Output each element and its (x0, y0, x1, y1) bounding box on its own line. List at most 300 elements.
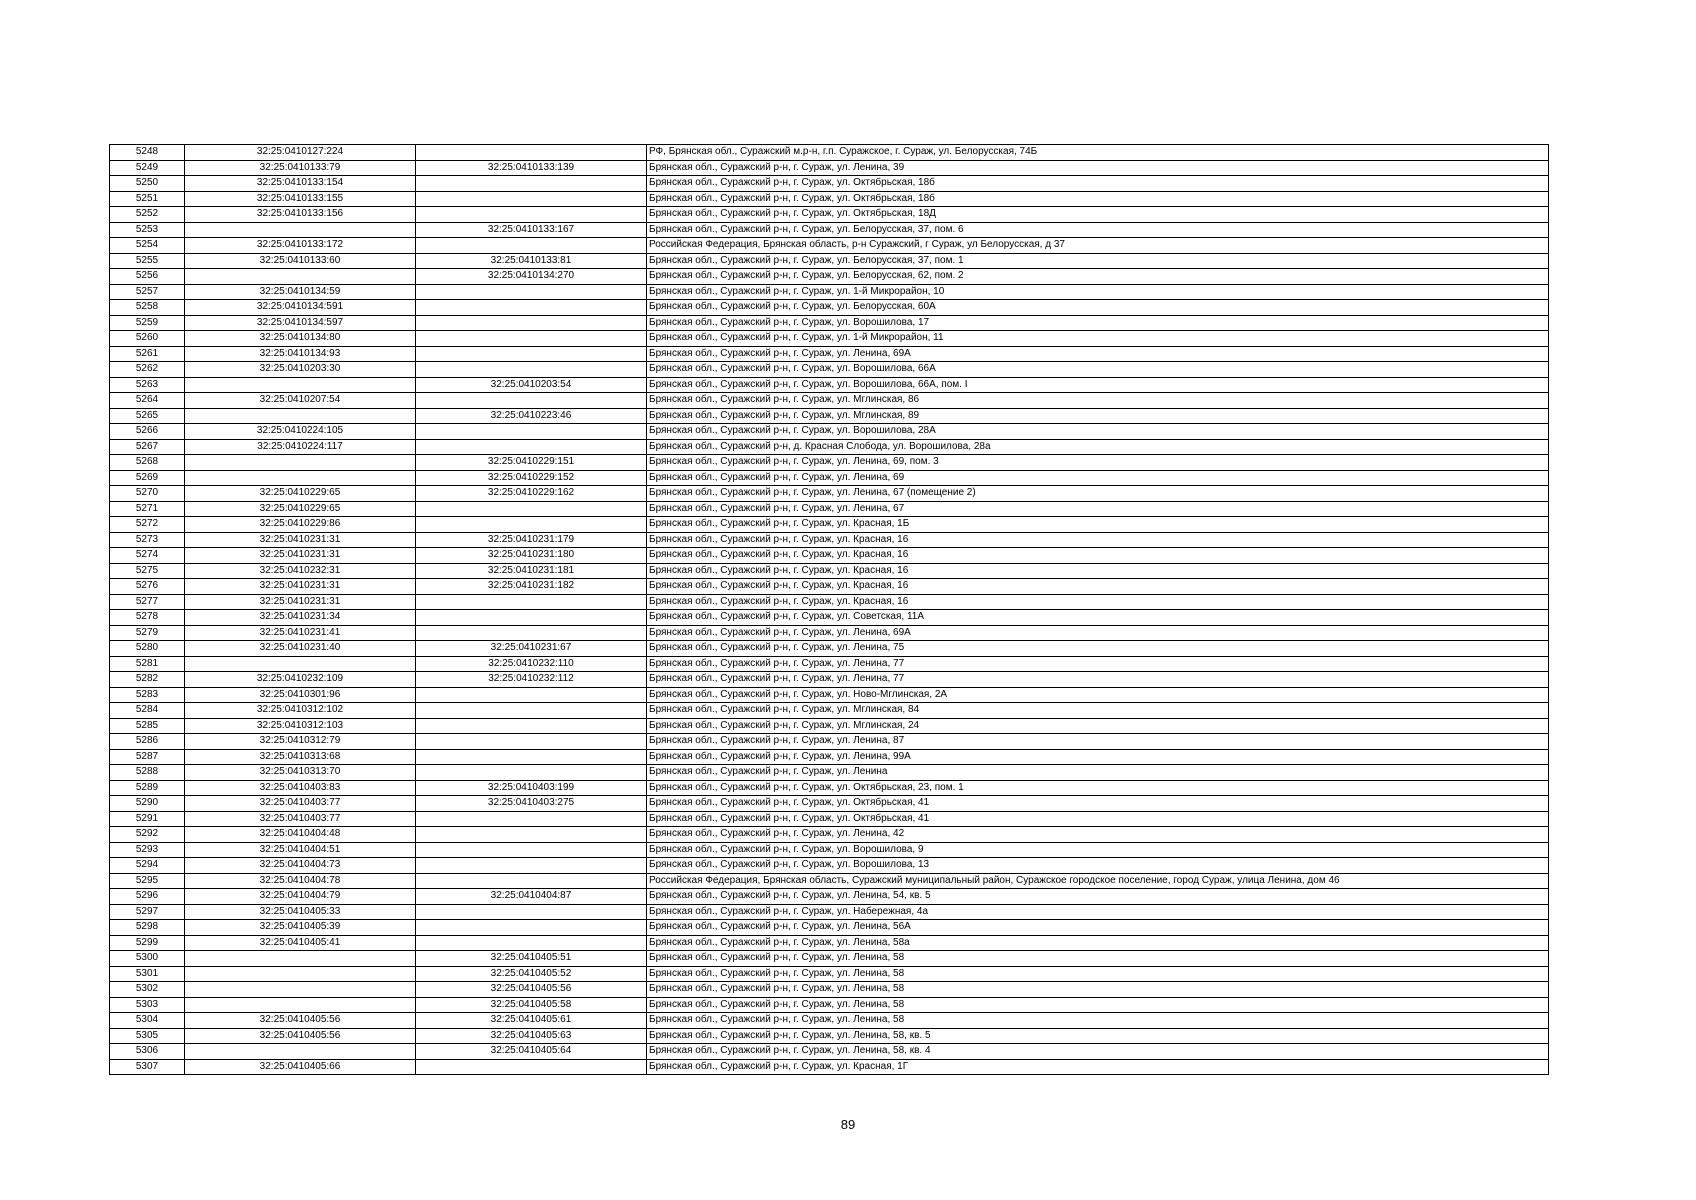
table-row (110, 486, 1549, 502)
land-cadastral-number-cell: 32:25:0410403:83 (185, 780, 416, 796)
table-row (110, 160, 1549, 176)
building-cadastral-number-cell: 32:25:0410203:54 (416, 377, 647, 393)
address-cell: Брянская обл., Суражский р-н, г. Сураж, ул. Ленина, 69 (647, 470, 1549, 486)
row-number-cell: 5292 (110, 827, 185, 843)
address-cell: Брянская обл., Суражский р-н, г. Сураж, ул. Белорусская, 62, пом. 2 (647, 269, 1549, 285)
land-cadastral-number-cell: 32:25:0410133:172 (185, 238, 416, 254)
land-cadastral-number-cell: 32:25:0410405:41 (185, 935, 416, 951)
land-cadastral-number-cell (185, 951, 416, 967)
row-number-cell: 5285 (110, 718, 185, 734)
page-number: 89 (840, 1117, 856, 1132)
row-number-cell: 5272 (110, 517, 185, 533)
building-cadastral-number-cell: 32:25:0410405:52 (416, 966, 647, 982)
address-cell: Брянская обл., Суражский р-н, г. Сураж, ул. Ленина, 75 (647, 641, 1549, 657)
table-row (110, 873, 1549, 889)
land-cadastral-number-cell: 32:25:0410133:155 (185, 191, 416, 207)
table-row (110, 300, 1549, 316)
address-cell: Брянская обл., Суражский р-н, г. Сураж, ул. Красная, 16 (647, 563, 1549, 579)
land-cadastral-number-cell (185, 656, 416, 672)
address-cell: Брянская обл., Суражский р-н, г. Сураж, ул. Октябрьская, 41 (647, 796, 1549, 812)
table-row (110, 672, 1549, 688)
table-row (110, 811, 1549, 827)
building-cadastral-number-cell: 32:25:0410229:162 (416, 486, 647, 502)
building-cadastral-number-cell (416, 703, 647, 719)
address-cell: Российская Федерация, Брянская область, Суражский муниципальный район, Суражское городское поселение, город Сураж, улица Ленина, дом 46 (647, 873, 1549, 889)
row-number-cell: 5295 (110, 873, 185, 889)
land-cadastral-number-cell: 32:25:0410404:78 (185, 873, 416, 889)
building-cadastral-number-cell (416, 718, 647, 734)
row-number-cell: 5249 (110, 160, 185, 176)
land-cadastral-number-cell: 32:25:0410231:34 (185, 610, 416, 626)
table-row (110, 734, 1549, 750)
address-cell: Брянская обл., Суражский р-н, г. Сураж, ул. Ленина, 58, кв. 5 (647, 1028, 1549, 1044)
address-cell: Брянская обл., Суражский р-н, г. Сураж, ул. Ленина, 69А (647, 625, 1549, 641)
building-cadastral-number-cell: 32:25:0410229:152 (416, 470, 647, 486)
row-number-cell: 5290 (110, 796, 185, 812)
land-cadastral-number-cell: 32:25:0410403:77 (185, 811, 416, 827)
land-cadastral-number-cell: 32:25:0410312:79 (185, 734, 416, 750)
land-cadastral-number-cell: 32:25:0410404:48 (185, 827, 416, 843)
table-row (110, 749, 1549, 765)
row-number-cell: 5304 (110, 1013, 185, 1029)
address-cell: Брянская обл., Суражский р-н, г. Сураж, ул. Ленина, 56А (647, 920, 1549, 936)
table-row (110, 191, 1549, 207)
address-cell: Брянская обл., Суражский р-н, г. Сураж, ул. Ленина, 77 (647, 656, 1549, 672)
row-number-cell: 5266 (110, 424, 185, 440)
building-cadastral-number-cell (416, 610, 647, 626)
row-number-cell: 5284 (110, 703, 185, 719)
row-number-cell: 5307 (110, 1059, 185, 1075)
table-row (110, 455, 1549, 471)
table-row (110, 951, 1549, 967)
building-cadastral-number-cell: 32:25:0410134:270 (416, 269, 647, 285)
building-cadastral-number-cell (416, 842, 647, 858)
address-cell: Брянская обл., Суражский р-н, г. Сураж, ул. Ленина, 58а (647, 935, 1549, 951)
row-number-cell: 5294 (110, 858, 185, 874)
address-cell: Брянская обл., Суражский р-н, г. Сураж, ул. Красная, 1Г (647, 1059, 1549, 1075)
address-cell: Брянская обл., Суражский р-н, г. Сураж, ул. Ворошилова, 66А (647, 362, 1549, 378)
building-cadastral-number-cell: 32:25:0410223:46 (416, 408, 647, 424)
address-cell: Брянская обл., Суражский р-н, г. Сураж, ул. Мглинская, 89 (647, 408, 1549, 424)
building-cadastral-number-cell: 32:25:0410405:51 (416, 951, 647, 967)
address-cell: Брянская обл., Суражский р-н, г. Сураж, ул. Ленина, 69, пом. 3 (647, 455, 1549, 471)
land-cadastral-number-cell: 32:25:0410231:31 (185, 579, 416, 595)
land-cadastral-number-cell: 32:25:0410127:224 (185, 145, 416, 161)
row-number-cell: 5269 (110, 470, 185, 486)
table-row (110, 858, 1549, 874)
land-cadastral-number-cell: 32:25:0410134:59 (185, 284, 416, 300)
land-cadastral-number-cell: 32:25:0410229:65 (185, 486, 416, 502)
address-cell: Брянская обл., Суражский р-н, г. Сураж, ул. Ленина, 67 (647, 501, 1549, 517)
building-cadastral-number-cell: 32:25:0410405:56 (416, 982, 647, 998)
row-number-cell: 5301 (110, 966, 185, 982)
address-cell: РФ, Брянская обл., Суражский м.р-н, г.п. Суражское, г. Сураж, ул. Белорусская, 74Б (647, 145, 1549, 161)
land-cadastral-number-cell: 32:25:0410231:31 (185, 532, 416, 548)
table-row (110, 625, 1549, 641)
registry-table-body (110, 145, 1549, 1075)
building-cadastral-number-cell: 32:25:0410403:275 (416, 796, 647, 812)
land-cadastral-number-cell: 32:25:0410313:68 (185, 749, 416, 765)
building-cadastral-number-cell (416, 315, 647, 331)
address-cell: Брянская обл., Суражский р-н, г. Сураж, ул. Октябрьская, 18б (647, 191, 1549, 207)
building-cadastral-number-cell (416, 687, 647, 703)
table-row (110, 997, 1549, 1013)
row-number-cell: 5277 (110, 594, 185, 610)
address-cell: Брянская обл., Суражский р-н, г. Сураж, ул. Октябрьская, 18б (647, 176, 1549, 192)
table-row (110, 501, 1549, 517)
row-number-cell: 5250 (110, 176, 185, 192)
table-row (110, 377, 1549, 393)
land-cadastral-number-cell: 32:25:0410133:60 (185, 253, 416, 269)
row-number-cell: 5306 (110, 1044, 185, 1060)
land-cadastral-number-cell: 32:25:0410405:56 (185, 1013, 416, 1029)
row-number-cell: 5291 (110, 811, 185, 827)
building-cadastral-number-cell (416, 594, 647, 610)
land-cadastral-number-cell: 32:25:0410229:86 (185, 517, 416, 533)
building-cadastral-number-cell (416, 424, 647, 440)
row-number-cell: 5258 (110, 300, 185, 316)
address-cell: Брянская обл., Суражский р-н, г. Сураж, ул. Ленина, 58 (647, 1013, 1549, 1029)
address-cell: Брянская обл., Суражский р-н, г. Сураж, ул. Ленина (647, 765, 1549, 781)
building-cadastral-number-cell (416, 904, 647, 920)
table-row (110, 703, 1549, 719)
building-cadastral-number-cell (416, 1059, 647, 1075)
table-row (110, 780, 1549, 796)
building-cadastral-number-cell: 32:25:0410405:63 (416, 1028, 647, 1044)
building-cadastral-number-cell (416, 207, 647, 223)
address-cell: Брянская обл., Суражский р-н, г. Сураж, ул. Ворошилова, 66А, пом. I (647, 377, 1549, 393)
table-row (110, 362, 1549, 378)
address-cell: Брянская обл., Суражский р-н, г. Сураж, ул. Мглинская, 86 (647, 393, 1549, 409)
building-cadastral-number-cell: 32:25:0410405:61 (416, 1013, 647, 1029)
land-cadastral-number-cell: 32:25:0410312:102 (185, 703, 416, 719)
building-cadastral-number-cell (416, 346, 647, 362)
building-cadastral-number-cell (416, 935, 647, 951)
land-cadastral-number-cell: 32:25:0410405:39 (185, 920, 416, 936)
address-cell: Брянская обл., Суражский р-н, г. Сураж, ул. Советская, 11А (647, 610, 1549, 626)
row-number-cell: 5297 (110, 904, 185, 920)
table-row (110, 331, 1549, 347)
table-row (110, 284, 1549, 300)
land-cadastral-number-cell: 32:25:0410232:109 (185, 672, 416, 688)
row-number-cell: 5293 (110, 842, 185, 858)
address-cell: Брянская обл., Суражский р-н, г. Сураж, ул. Ворошилова, 9 (647, 842, 1549, 858)
land-cadastral-number-cell (185, 966, 416, 982)
land-cadastral-number-cell: 32:25:0410404:79 (185, 889, 416, 905)
row-number-cell: 5303 (110, 997, 185, 1013)
row-number-cell: 5254 (110, 238, 185, 254)
row-number-cell: 5282 (110, 672, 185, 688)
building-cadastral-number-cell (416, 811, 647, 827)
building-cadastral-number-cell: 32:25:0410133:139 (416, 160, 647, 176)
row-number-cell: 5283 (110, 687, 185, 703)
land-cadastral-number-cell (185, 470, 416, 486)
building-cadastral-number-cell (416, 191, 647, 207)
land-cadastral-number-cell: 32:25:0410405:33 (185, 904, 416, 920)
building-cadastral-number-cell (416, 501, 647, 517)
building-cadastral-number-cell: 32:25:0410403:199 (416, 780, 647, 796)
table-row (110, 424, 1549, 440)
address-cell: Брянская обл., Суражский р-н, г. Сураж, ул. Октябрьская, 41 (647, 811, 1549, 827)
table-row (110, 176, 1549, 192)
table-row (110, 408, 1549, 424)
address-cell: Брянская обл., Суражский р-н, д. Красная Слобода, ул. Ворошилова, 28а (647, 439, 1549, 455)
row-number-cell: 5300 (110, 951, 185, 967)
building-cadastral-number-cell: 32:25:0410231:181 (416, 563, 647, 579)
row-number-cell: 5248 (110, 145, 185, 161)
table-row (110, 982, 1549, 998)
row-number-cell: 5298 (110, 920, 185, 936)
building-cadastral-number-cell (416, 393, 647, 409)
row-number-cell: 5286 (110, 734, 185, 750)
table-row (110, 920, 1549, 936)
land-cadastral-number-cell: 32:25:0410134:591 (185, 300, 416, 316)
table-row (110, 641, 1549, 657)
building-cadastral-number-cell (416, 625, 647, 641)
address-cell: Брянская обл., Суражский р-н, г. Сураж, ул. Ленина, 99А (647, 749, 1549, 765)
land-cadastral-number-cell: 32:25:0410405:56 (185, 1028, 416, 1044)
row-number-cell: 5255 (110, 253, 185, 269)
table-row (110, 889, 1549, 905)
table-row (110, 827, 1549, 843)
table-row (110, 610, 1549, 626)
table-row (110, 579, 1549, 595)
table-row (110, 904, 1549, 920)
row-number-cell: 5273 (110, 532, 185, 548)
row-number-cell: 5296 (110, 889, 185, 905)
land-cadastral-number-cell: 32:25:0410231:41 (185, 625, 416, 641)
row-number-cell: 5256 (110, 269, 185, 285)
building-cadastral-number-cell: 32:25:0410405:64 (416, 1044, 647, 1060)
row-number-cell: 5267 (110, 439, 185, 455)
address-cell: Брянская обл., Суражский р-н, г. Сураж, ул. Октябрьская, 18Д (647, 207, 1549, 223)
table-row (110, 222, 1549, 238)
building-cadastral-number-cell (416, 517, 647, 533)
building-cadastral-number-cell: 32:25:0410405:58 (416, 997, 647, 1013)
row-number-cell: 5263 (110, 377, 185, 393)
building-cadastral-number-cell (416, 331, 647, 347)
table-row (110, 145, 1549, 161)
address-cell: Брянская обл., Суражский р-н, г. Сураж, ул. Ленина, 58 (647, 951, 1549, 967)
land-cadastral-number-cell: 32:25:0410313:70 (185, 765, 416, 781)
row-number-cell: 5281 (110, 656, 185, 672)
land-cadastral-number-cell: 32:25:0410404:51 (185, 842, 416, 858)
land-cadastral-number-cell: 32:25:0410134:80 (185, 331, 416, 347)
address-cell: Брянская обл., Суражский р-н, г. Сураж, ул. Ленина, 42 (647, 827, 1549, 843)
row-number-cell: 5251 (110, 191, 185, 207)
address-cell: Брянская обл., Суражский р-н, г. Сураж, ул. Ленина, 69А (647, 346, 1549, 362)
address-cell: Брянская обл., Суражский р-н, г. Сураж, ул. Мглинская, 24 (647, 718, 1549, 734)
building-cadastral-number-cell: 32:25:0410231:180 (416, 548, 647, 564)
building-cadastral-number-cell: 32:25:0410231:67 (416, 641, 647, 657)
land-cadastral-number-cell: 32:25:0410403:77 (185, 796, 416, 812)
building-cadastral-number-cell (416, 749, 647, 765)
row-number-cell: 5278 (110, 610, 185, 626)
table-row (110, 470, 1549, 486)
address-cell: Брянская обл., Суражский р-н, г. Сураж, ул. Октябрьская, 23, пом. 1 (647, 780, 1549, 796)
table-row (110, 935, 1549, 951)
building-cadastral-number-cell (416, 827, 647, 843)
address-cell: Брянская обл., Суражский р-н, г. Сураж, ул. Красная, 16 (647, 548, 1549, 564)
building-cadastral-number-cell (416, 145, 647, 161)
table-row (110, 1044, 1549, 1060)
table-row (110, 393, 1549, 409)
table-row (110, 1059, 1549, 1075)
table-row (110, 439, 1549, 455)
row-number-cell: 5252 (110, 207, 185, 223)
table-row (110, 594, 1549, 610)
building-cadastral-number-cell (416, 920, 647, 936)
table-row (110, 718, 1549, 734)
address-cell: Брянская обл., Суражский р-н, г. Сураж, ул. Ленина, 58 (647, 997, 1549, 1013)
land-cadastral-number-cell: 32:25:0410231:31 (185, 548, 416, 564)
address-cell: Брянская обл., Суражский р-н, г. Сураж, ул. Ленина, 39 (647, 160, 1549, 176)
address-cell: Брянская обл., Суражский р-н, г. Сураж, ул. Красная, 16 (647, 594, 1549, 610)
building-cadastral-number-cell: 32:25:0410229:151 (416, 455, 647, 471)
table-row (110, 253, 1549, 269)
table-row (110, 1028, 1549, 1044)
address-cell: Брянская обл., Суражский р-н, г. Сураж, ул. Белорусская, 37, пом. 6 (647, 222, 1549, 238)
land-cadastral-number-cell: 32:25:0410231:40 (185, 641, 416, 657)
table-row (110, 796, 1549, 812)
table-row (110, 548, 1549, 564)
building-cadastral-number-cell (416, 300, 647, 316)
row-number-cell: 5288 (110, 765, 185, 781)
table-row (110, 346, 1549, 362)
building-cadastral-number-cell (416, 176, 647, 192)
row-number-cell: 5299 (110, 935, 185, 951)
building-cadastral-number-cell (416, 873, 647, 889)
land-cadastral-number-cell (185, 455, 416, 471)
building-cadastral-number-cell (416, 439, 647, 455)
row-number-cell: 5264 (110, 393, 185, 409)
building-cadastral-number-cell: 32:25:0410231:179 (416, 532, 647, 548)
table-row (110, 563, 1549, 579)
row-number-cell: 5274 (110, 548, 185, 564)
address-cell: Брянская обл., Суражский р-н, г. Сураж, ул. Ленина, 58, кв. 4 (647, 1044, 1549, 1060)
address-cell: Брянская обл., Суражский р-н, г. Сураж, ул. Ленина, 67 (помещение 2) (647, 486, 1549, 502)
building-cadastral-number-cell: 32:25:0410232:110 (416, 656, 647, 672)
land-cadastral-number-cell: 32:25:0410301:96 (185, 687, 416, 703)
land-cadastral-number-cell (185, 408, 416, 424)
table-row (110, 315, 1549, 331)
land-cadastral-number-cell: 32:25:0410203:30 (185, 362, 416, 378)
land-cadastral-number-cell (185, 377, 416, 393)
row-number-cell: 5302 (110, 982, 185, 998)
land-cadastral-number-cell: 32:25:0410231:31 (185, 594, 416, 610)
table-row (110, 532, 1549, 548)
land-cadastral-number-cell: 32:25:0410133:79 (185, 160, 416, 176)
land-cadastral-number-cell: 32:25:0410224:117 (185, 439, 416, 455)
row-number-cell: 5257 (110, 284, 185, 300)
address-cell: Брянская обл., Суражский р-н, г. Сураж, ул. Ворошилова, 13 (647, 858, 1549, 874)
row-number-cell: 5279 (110, 625, 185, 641)
land-cadastral-number-cell (185, 982, 416, 998)
address-cell: Брянская обл., Суражский р-н, г. Сураж, ул. Ленина, 58 (647, 966, 1549, 982)
building-cadastral-number-cell: 32:25:0410133:81 (416, 253, 647, 269)
address-cell: Брянская обл., Суражский р-н, г. Сураж, ул. Ново-Мглинская, 2А (647, 687, 1549, 703)
building-cadastral-number-cell (416, 284, 647, 300)
building-cadastral-number-cell: 32:25:0410404:87 (416, 889, 647, 905)
address-cell: Брянская обл., Суражский р-н, г. Сураж, ул. Красная, 16 (647, 532, 1549, 548)
land-cadastral-number-cell: 32:25:0410224:105 (185, 424, 416, 440)
land-cadastral-number-cell (185, 222, 416, 238)
row-number-cell: 5262 (110, 362, 185, 378)
row-number-cell: 5261 (110, 346, 185, 362)
table-row (110, 238, 1549, 254)
land-cadastral-number-cell: 32:25:0410133:154 (185, 176, 416, 192)
address-cell: Российская Федерация, Брянская область, р-н Суражский, г Сураж, ул Белорусская, д 37 (647, 238, 1549, 254)
row-number-cell: 5270 (110, 486, 185, 502)
registry-table (109, 144, 1549, 1075)
row-number-cell: 5305 (110, 1028, 185, 1044)
row-number-cell: 5259 (110, 315, 185, 331)
row-number-cell: 5271 (110, 501, 185, 517)
address-cell: Брянская обл., Суражский р-н, г. Сураж, ул. Набережная, 4а (647, 904, 1549, 920)
table-row (110, 1013, 1549, 1029)
address-cell: Брянская обл., Суражский р-н, г. Сураж, ул. Белорусская, 37, пом. 1 (647, 253, 1549, 269)
building-cadastral-number-cell: 32:25:0410133:167 (416, 222, 647, 238)
row-number-cell: 5275 (110, 563, 185, 579)
land-cadastral-number-cell: 32:25:0410312:103 (185, 718, 416, 734)
building-cadastral-number-cell (416, 362, 647, 378)
address-cell: Брянская обл., Суражский р-н, г. Сураж, ул. 1-й Микрорайон, 11 (647, 331, 1549, 347)
row-number-cell: 5280 (110, 641, 185, 657)
building-cadastral-number-cell (416, 765, 647, 781)
table-row (110, 207, 1549, 223)
table-row (110, 765, 1549, 781)
address-cell: Брянская обл., Суражский р-н, г. Сураж, ул. Ленина, 54, кв. 5 (647, 889, 1549, 905)
address-cell: Брянская обл., Суражский р-н, г. Сураж, ул. Ворошилова, 28А (647, 424, 1549, 440)
address-cell: Брянская обл., Суражский р-н, г. Сураж, ул. Ленина, 77 (647, 672, 1549, 688)
address-cell: Брянская обл., Суражский р-н, г. Сураж, ул. 1-й Микрорайон, 10 (647, 284, 1549, 300)
land-cadastral-number-cell: 32:25:0410232:31 (185, 563, 416, 579)
building-cadastral-number-cell (416, 858, 647, 874)
row-number-cell: 5268 (110, 455, 185, 471)
building-cadastral-number-cell (416, 734, 647, 750)
building-cadastral-number-cell: 32:25:0410231:182 (416, 579, 647, 595)
land-cadastral-number-cell: 32:25:0410133:156 (185, 207, 416, 223)
address-cell: Брянская обл., Суражский р-н, г. Сураж, ул. Красная, 16 (647, 579, 1549, 595)
row-number-cell: 5287 (110, 749, 185, 765)
address-cell: Брянская обл., Суражский р-н, г. Сураж, ул. Ленина, 58 (647, 982, 1549, 998)
table-row (110, 269, 1549, 285)
row-number-cell: 5253 (110, 222, 185, 238)
table-row (110, 966, 1549, 982)
land-cadastral-number-cell: 32:25:0410229:65 (185, 501, 416, 517)
address-cell: Брянская обл., Суражский р-н, г. Сураж, ул. Белорусская, 60А (647, 300, 1549, 316)
land-cadastral-number-cell: 32:25:0410207:54 (185, 393, 416, 409)
land-cadastral-number-cell: 32:25:0410405:66 (185, 1059, 416, 1075)
address-cell: Брянская обл., Суражский р-н, г. Сураж, ул. Красная, 1Б (647, 517, 1549, 533)
address-cell: Брянская обл., Суражский р-н, г. Сураж, ул. Мглинская, 84 (647, 703, 1549, 719)
row-number-cell: 5276 (110, 579, 185, 595)
land-cadastral-number-cell: 32:25:0410134:93 (185, 346, 416, 362)
row-number-cell: 5289 (110, 780, 185, 796)
table-row (110, 656, 1549, 672)
building-cadastral-number-cell: 32:25:0410232:112 (416, 672, 647, 688)
row-number-cell: 5265 (110, 408, 185, 424)
land-cadastral-number-cell (185, 269, 416, 285)
table-row (110, 517, 1549, 533)
row-number-cell: 5260 (110, 331, 185, 347)
land-cadastral-number-cell: 32:25:0410134:597 (185, 315, 416, 331)
address-cell: Брянская обл., Суражский р-н, г. Сураж, ул. Ленина, 87 (647, 734, 1549, 750)
land-cadastral-number-cell: 32:25:0410404:73 (185, 858, 416, 874)
building-cadastral-number-cell (416, 238, 647, 254)
land-cadastral-number-cell (185, 1044, 416, 1060)
address-cell: Брянская обл., Суражский р-н, г. Сураж, ул. Ворошилова, 17 (647, 315, 1549, 331)
